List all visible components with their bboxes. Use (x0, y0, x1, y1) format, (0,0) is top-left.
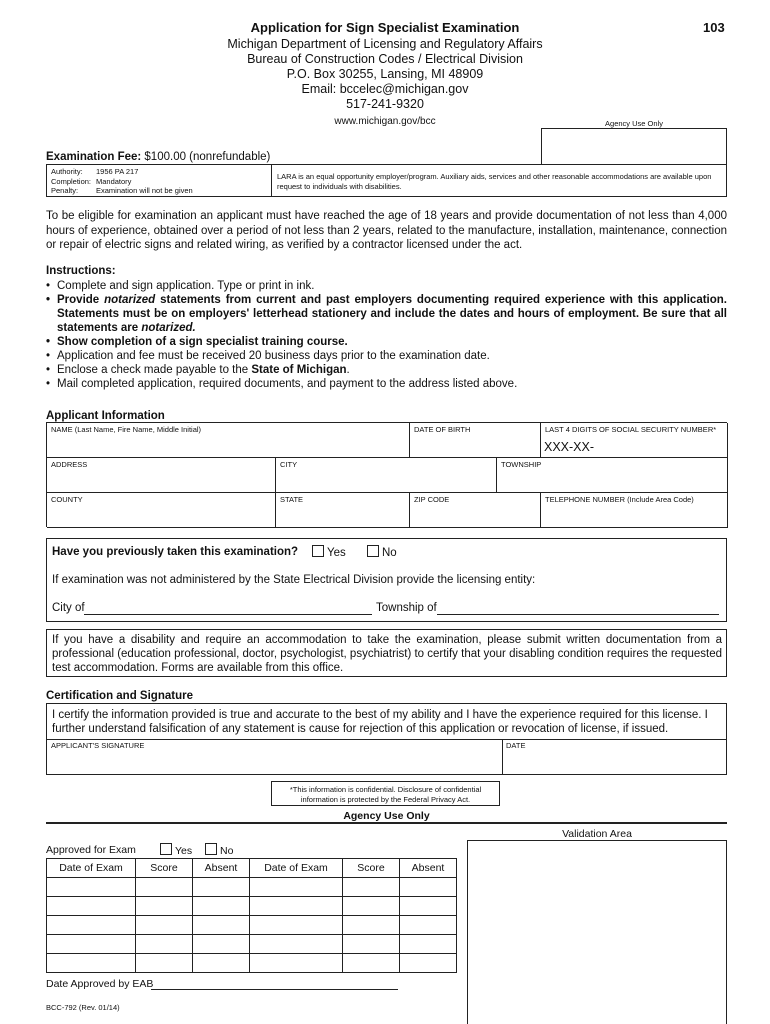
date-approved-label: Date Approved by EAB (46, 978, 154, 990)
agency-use-box (541, 128, 727, 165)
city-of-label: City of (52, 602, 85, 614)
instructions-heading: Instructions: (46, 265, 116, 277)
date-field[interactable]: DATE (506, 741, 526, 750)
validation-label: Validation Area (562, 828, 632, 840)
authority-cell (47, 165, 272, 196)
fee-label: Examination Fee: (46, 151, 142, 163)
previous-exam-question: Have you previously taken this examination? (52, 546, 299, 558)
instruction-item: • Application and fee must be received 20 business days prior to the examination date. (46, 350, 490, 362)
exam-fee (46, 151, 270, 163)
address-field[interactable]: ADDRESS (47, 458, 276, 493)
signature-field[interactable]: APPLICANT'S SIGNATURE (47, 739, 503, 774)
col-score: Score (343, 859, 400, 878)
approved-label: Approved for Exam (46, 844, 136, 856)
lara-notice: LARA is an equal opportunity employer/program. Auxiliary aids, services and other reasonable accommodations are available upon request to individuals with disabilities. (277, 172, 712, 191)
eligibility-text: To be eligible for examination an applicant must have reached the age of 18 years and provide documentation of not less than 4,000 hours of experience, obtained over a period of not less than 2 years, related to the manufacture, installation, maintenance, connection or repair of electric signs and related wiring, as verified by a contractor licensed under the act. (46, 210, 727, 251)
col-absent: Absent (193, 859, 250, 878)
authority-value: 1956 PA 217 (96, 167, 139, 176)
city-field[interactable]: CITY (276, 458, 497, 493)
checkbox-icon (312, 545, 324, 557)
telephone-field[interactable]: TELEPHONE NUMBER (Include Area Code) (541, 493, 728, 528)
approved-yes-checkbox[interactable]: Yes (160, 843, 192, 857)
city-of-field[interactable] (84, 614, 372, 615)
certification-heading: Certification and Signature (46, 690, 193, 702)
table-row[interactable] (47, 897, 457, 916)
col-score: Score (136, 859, 193, 878)
completion-label: Completion: (51, 176, 92, 186)
col-date-of-exam: Date of Exam (47, 859, 136, 878)
department-name: Michigan Department of Licensing and Regulatory Affairs (227, 37, 543, 51)
township-of-label: Township of (376, 602, 437, 614)
agency-divider (46, 822, 727, 824)
township-field[interactable]: TOWNSHIP (497, 458, 728, 493)
table-row[interactable] (47, 916, 457, 935)
bureau-name: Bureau of Construction Codes / Electrical Division (247, 52, 523, 66)
fee-info-box (46, 164, 727, 197)
table-header-row (47, 859, 457, 878)
previous-yes-checkbox[interactable]: Yes (312, 545, 346, 559)
table-row[interactable] (47, 878, 457, 897)
township-of-field[interactable] (437, 614, 719, 615)
table-row[interactable] (47, 935, 457, 954)
date-approved-field[interactable] (151, 989, 398, 990)
checkbox-icon (367, 545, 379, 557)
disability-text: If you have a disability and require an accommodation to take the examination, please submit written documentation from a professional (education professional, doctor, psychologist, psychiatrist) to certify that your disabling condition requires the requested test accommodation. Forms are available from this office. (52, 634, 722, 674)
name-field[interactable]: NAME (Last Name, Fire Name, Middle Initial) (47, 423, 410, 458)
instruction-item: • Provide notarized statements from current and past employers documenting required experience with this application. Statements must be on employers' letterhead stationery and include the dates and hours of employment. Be sure that all statements are notarized. (46, 294, 727, 334)
instruction-item: • Mail completed application, required documents, and payment to the address listed above. (46, 378, 518, 390)
instruction-item: • Complete and sign application. Type or print in ink. (46, 280, 315, 292)
applicant-heading: Applicant Information (46, 410, 165, 422)
instruction-item: • Show completion of a sign specialist training course. (46, 336, 348, 348)
previous-exam-box (46, 538, 727, 622)
agency-heading: Agency Use Only (343, 810, 430, 822)
penalty-value: Examination will not be given (96, 186, 193, 195)
checkbox-icon (160, 843, 172, 855)
certification-box (46, 703, 727, 775)
ssn-value: XXX-XX- (544, 440, 595, 454)
fee-amount: $100.00 (nonrefundable) (141, 151, 271, 163)
agency-use-label: Agency Use Only (605, 119, 663, 128)
county-field[interactable]: COUNTY (47, 493, 276, 528)
form-number: 103 (703, 20, 725, 35)
phone: 517-241-9320 (346, 97, 424, 111)
instruction-item: • Enclose a check made payable to the State of Michigan. (46, 364, 350, 376)
page-title: Application for Sign Specialist Examination (250, 20, 520, 35)
ssn-field[interactable]: LAST 4 DIGITS OF SOCIAL SECURITY NUMBER* XXX-XX- (541, 423, 728, 458)
form-revision: BCC-792 (Rev. 01/14) (46, 1003, 120, 1012)
zip-field[interactable]: ZIP CODE (410, 493, 541, 528)
email: Email: bccelec@michigan.gov (301, 82, 469, 96)
col-date-of-exam: Date of Exam (250, 859, 343, 878)
completion-value: Mandatory (96, 176, 132, 186)
state-field[interactable]: STATE (276, 493, 410, 528)
table-row[interactable] (47, 954, 457, 973)
certification-text: I certify the information provided is true and accurate to the best of my ability and I have the experience required for this license. I further understand falsification of any statement is cause for rejection of this application or revocation of license, if issued. (52, 709, 708, 735)
licensing-entity-text: If examination was not administered by the State Electrical Division provide the licensing entity: (52, 574, 536, 586)
authority-label: Authority: (51, 167, 83, 176)
validation-area (467, 840, 727, 1024)
mailing-address: P.O. Box 30255, Lansing, MI 48909 (286, 67, 484, 81)
previous-no-checkbox[interactable]: No (367, 545, 397, 559)
col-absent: Absent (400, 859, 457, 878)
confidential-notice: *This information is confidential. Disclosure of confidential information is protected by the Federal Privacy Act. (271, 781, 500, 806)
dob-field[interactable]: DATE OF BIRTH (410, 423, 541, 458)
checkbox-icon (205, 843, 217, 855)
penalty-label: Penalty: (51, 186, 79, 195)
approved-no-checkbox[interactable]: No (205, 843, 233, 857)
exam-record-table (46, 858, 457, 973)
website: www.michigan.gov/bcc (334, 116, 436, 127)
disability-box (46, 629, 727, 677)
applicant-grid (46, 422, 727, 527)
